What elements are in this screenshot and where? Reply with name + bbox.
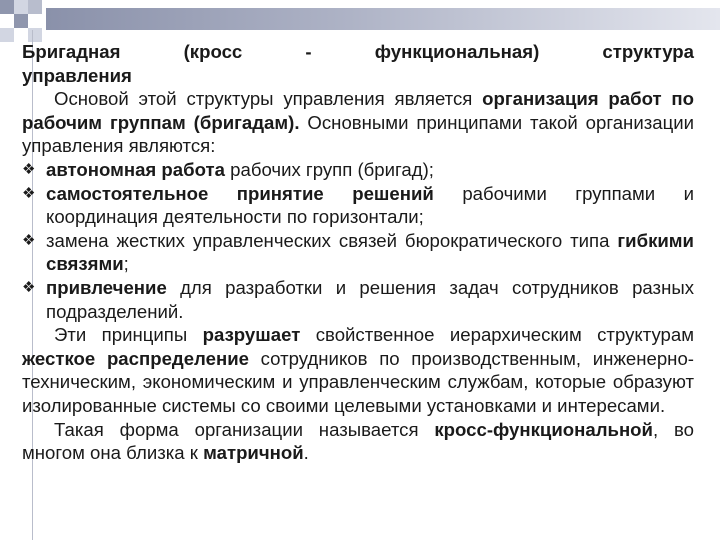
para-text: , во многом она близка к [22,418,694,464]
diamond-bullet-icon: ❖ [22,184,36,202]
bullet-bold: привлечение [46,276,167,298]
bullet-text-pre: замена жестких управленческих связей бюрократического типа [46,229,618,251]
principles-paragraph [22,323,694,417]
decor-square [28,0,42,14]
top-decor-bar [46,8,720,30]
decor-square [14,0,28,14]
bullet-bold: самостоятельное принятие решений [46,182,434,204]
para-text: сотрудников по производственным, инженерно-техническим, экономическим и управленческим службам, которые образуют изолированные системы со своими целевыми установками и интересами. [22,347,694,416]
diamond-bullet-icon: ❖ [22,160,36,178]
bullet-text: рабочих групп (бригад); [224,158,434,180]
bullet-text: ; [123,253,129,275]
slide-title-line2: управления [22,64,132,86]
intro-paragraph [22,87,694,158]
bullet-text: рабочими группами и координация деятельности по горизонтали; [46,182,694,228]
list-item [22,276,694,323]
intro-text-2: Основными принципами такой организации управления являются: [22,111,694,157]
diamond-bullet-icon: ❖ [22,278,36,296]
bullet-bold: автономная работа [46,158,225,180]
slide-title-line1: Бригадная (кросс - функциональная) структура [22,41,694,62]
para-bold: матричной [203,442,304,464]
intro-text: Основой этой структуры управления является [54,88,483,110]
list-item [22,158,694,182]
list-item [22,182,694,229]
conclusion-paragraph [22,418,694,465]
bullet-text: для разработки и решения задач сотрудников разных подразделений. [46,276,694,322]
bullet-bold: гибкими связями [46,229,694,275]
para-bold: жесткое распределение [22,347,249,369]
slide-body [22,40,694,465]
para-text: свойственное иерархическим структурам [300,324,695,346]
para-text: Такая форма организации называется [54,418,435,440]
decor-square [0,28,14,42]
para-bold: кросс-функциональной [434,418,653,440]
para-text: Эти принципы [54,324,203,346]
list-item [22,229,694,276]
decor-square [0,0,14,14]
para-text: . [303,442,309,464]
para-bold: разрушает [202,324,301,346]
decor-square [14,14,28,28]
diamond-bullet-icon: ❖ [22,231,36,249]
intro-bold: организация работ по рабочим группам (бригадам). [22,88,694,133]
